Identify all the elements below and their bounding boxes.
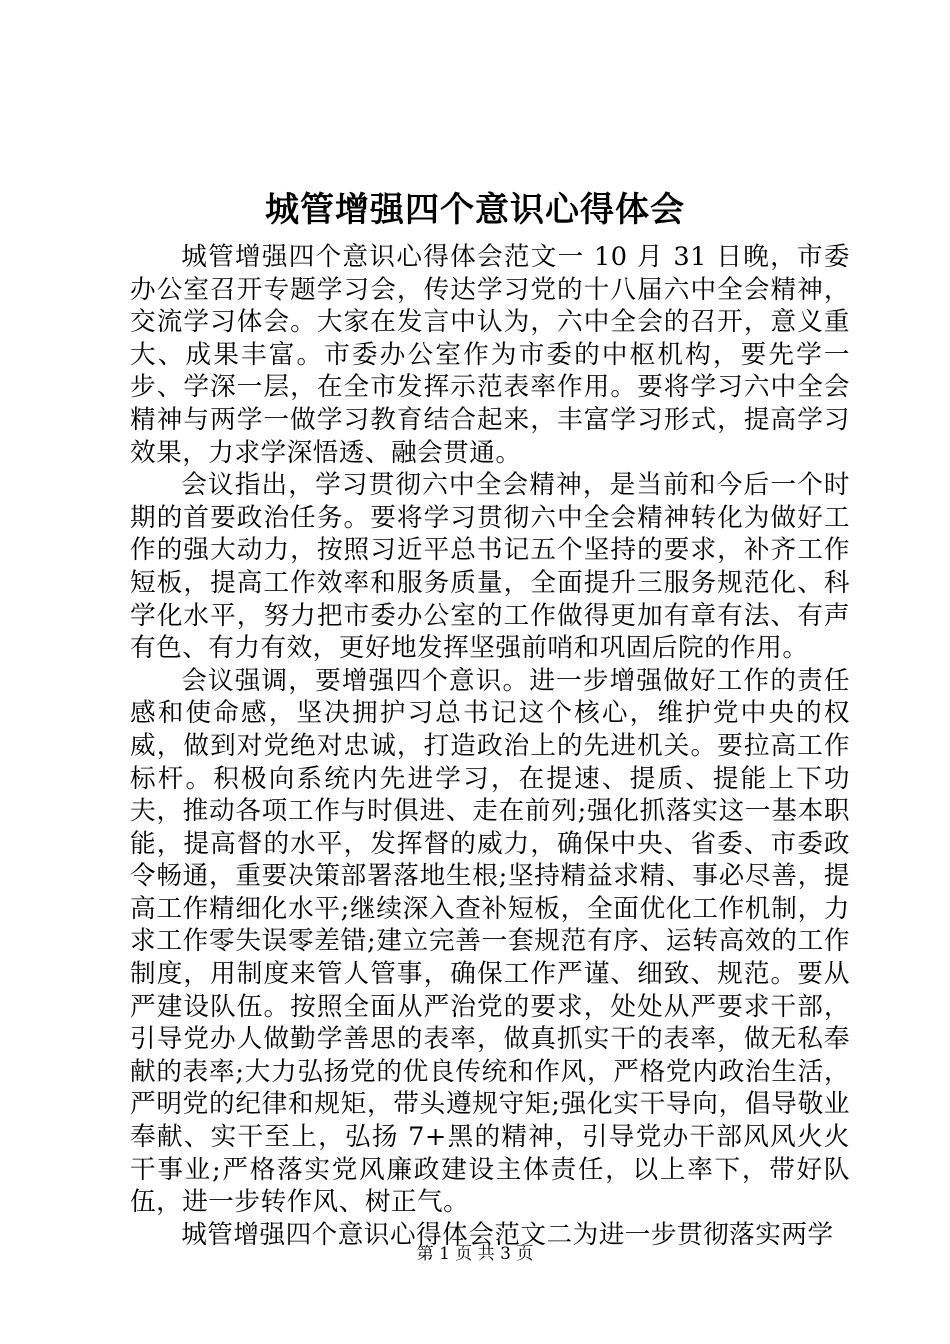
paragraph: 城管增强四个意识心得体会范文二为进一步贯彻落实两学 bbox=[181, 1219, 834, 1250]
paragraph: 会议强调，要增强四个意识。进一步增强做好工作的责任感和使命感，坚决拥护习总书记这个核心，维护党中央的权威，做到对党绝对忠诚，打造政治上的先进机关。要拉高工作标杆。积极向系统内先进学习，在提速、提质、提能上下功夫，推动各项工作与时俱进、走在前列;强化抓落实这一基本职能，提高督的水平，发挥督的威力，确保中央、省委、市委政令畅通，重要决策部署落地生根;坚持精益求精、事必尽善，提高工作精细化水平;继续深入查补短板，全面优化工作机制，力求工作零失误零差错;建立完善一套规范有序、运转高效的工作制度，用制度来管人管事，确保工作严谨、细致、规范。要从严建设队伍。按照全面从严治党的要求，处处从严要求干部，引导党办人做勤学善思的表率，做真抓实干的表率，做无私奉献的表率;大力弘扬党的优良传统和作风，严格党内政治生活，严明党的纪律和规矩，带头遵规守矩;强化实干导向，倡导敬业奉献、实干至上，弘扬 7+黑的精神，引导党办干部风风火火干事业;严格落实党风廉政建设主体责任，以上率下，带好队伍，进一步转作风、树正气。 bbox=[130, 665, 850, 1218]
paragraph: 城管增强四个意识心得体会范文一 10 月 31 日晚，市委办公室召开专题学习会，传达学习党的十八届六中全会精神，交流学习体会。大家在发言中认为，六中全会的召开，意义重大、成果丰富。市委办公室作为市委的中枢机构，要先学一步、学深一层，在全市发挥示范表率作用。要将学习六中全会精神与两学一做学习教育结合起来，丰富学习形式，提高学习效果，力求学深悟透、融会贯通。 bbox=[130, 242, 850, 468]
paragraph: 会议指出，学习贯彻六中全会精神，是当前和今后一个时期的首要政治任务。要将学习贯彻六中全会精神转化为做好工作的强大动力，按照习近平总书记五个坚持的要求，补齐工作短板，提高工作效率和服务质量，全面提升三服务规范化、科学化水平，努力把市委办公室的工作做得更加有章有法、有声有色、有力有效，更好地发挥坚强前哨和巩固后院的作用。 bbox=[130, 470, 850, 664]
page-number: 第 1 页 共 3 页 bbox=[416, 1244, 534, 1264]
page-title: 城管增强四个意识心得体会 bbox=[265, 190, 685, 230]
document-body bbox=[130, 241, 850, 1251]
